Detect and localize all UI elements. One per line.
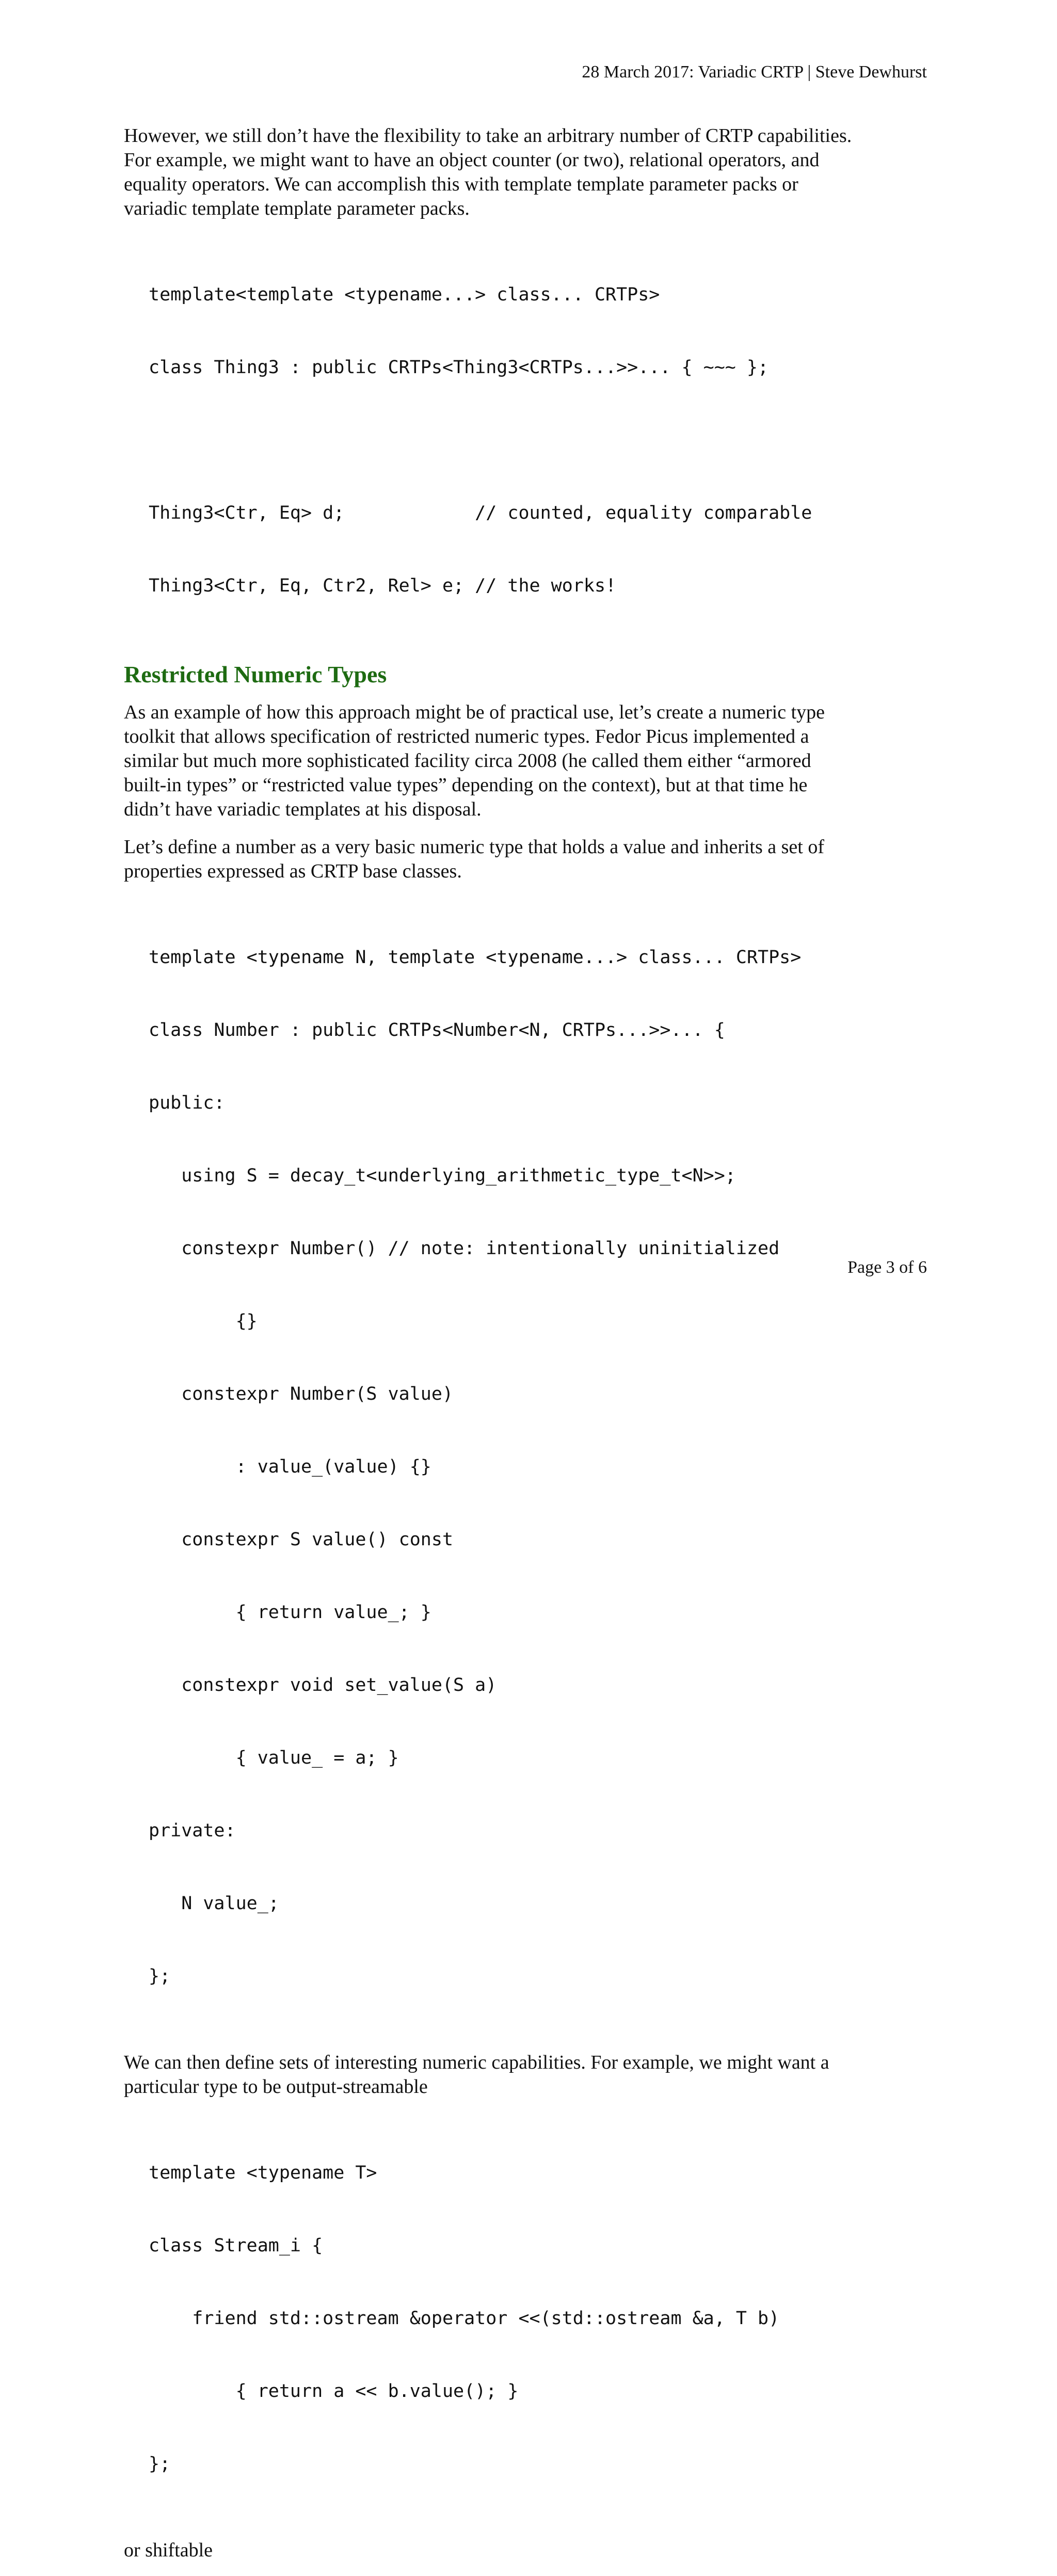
text-line: As an example of how this approach might be of practical use, let’s create a numeric type — [124, 701, 825, 723]
text-line: or shiftable — [124, 2539, 213, 2561]
running-header: 28 March 2017: Variadic CRTP | Steve Dewhurst — [582, 62, 927, 82]
paragraph-numeric-toolkit — [124, 700, 934, 822]
page-content — [124, 124, 934, 2576]
code-line: template <typename N, template <typename...> class... CRTPs> — [149, 947, 802, 968]
code-line: { return value_; } — [149, 1602, 431, 1623]
text-line: similar but much more sophisticated facility circa 2008 (he called them either “armored — [124, 750, 811, 772]
text-line: Let’s define a number as a very basic numeric type that holds a value and inherits a set of — [124, 836, 824, 858]
code-line: { value_ = a; } — [149, 1748, 399, 1768]
code-line: class Number : public CRTPs<Number<N, CRTPs...>>... { — [149, 1020, 725, 1041]
code-line: Thing3<Ctr, Eq, Ctr2, Rel> e; // the works! — [149, 575, 617, 596]
code-line: {} — [149, 1311, 258, 1332]
code-line: class Thing3 : public CRTPs<Thing3<CRTPs...>>... { ~~~ }; — [149, 357, 769, 378]
code-line — [149, 428, 934, 453]
code-line: public: — [149, 1093, 225, 1113]
code-line: }; — [149, 2454, 171, 2474]
code-block-number — [149, 897, 934, 2037]
code-line: constexpr S value() const — [149, 1529, 454, 1550]
code-line: using S = decay_t<underlying_arithmetic_type_t<N>>; — [149, 1165, 736, 1186]
paragraph-shiftable — [124, 2538, 934, 2563]
paragraph-number-definition — [124, 835, 934, 884]
code-line: template<template <typename...> class... CRTPs> — [149, 284, 660, 305]
code-line: constexpr Number(S value) — [149, 1384, 454, 1404]
page-number-footer: Page 3 of 6 — [847, 1258, 927, 1277]
code-line: friend std::ostream &operator <<(std::ostream &a, T b) — [149, 2308, 780, 2329]
code-line: }; — [149, 1966, 171, 1987]
paragraph-crtp-flexibility — [124, 124, 934, 221]
section-heading: Restricted Numeric Types — [124, 661, 387, 687]
text-line: properties expressed as CRTP base classes. — [124, 860, 462, 882]
code-line: constexpr void set_value(S a) — [149, 1675, 497, 1695]
code-line: { return a << b.value(); } — [149, 2381, 519, 2402]
text-line: equality operators. We can accomplish this with template template parameter packs or — [124, 173, 798, 195]
text-line: For example, we might want to have an object counter (or two), relational operators, and — [124, 149, 820, 171]
code-line: template <typename T> — [149, 2163, 377, 2183]
text-line: didn’t have variadic templates at his disposal. — [124, 798, 482, 820]
text-line: variadic template template parameter packs. — [124, 198, 470, 219]
text-line: particular type to be output-streamable — [124, 2076, 428, 2098]
code-line: private: — [149, 1820, 236, 1841]
code-block-thing3 — [149, 234, 934, 647]
code-line: : value_(value) {} — [149, 1457, 431, 1477]
text-line: built-in types” or “restricted value types” depending on the context), but at that time he — [124, 774, 808, 796]
paragraph-numeric-capabilities — [124, 2051, 934, 2099]
code-line: Thing3<Ctr, Eq> d; // counted, equality comparable — [149, 503, 812, 523]
code-line: constexpr Number() // note: intentionally uninitialized — [149, 1238, 780, 1259]
code-line: class Stream_i { — [149, 2235, 323, 2256]
text-line: We can then define sets of interesting numeric capabilities. For example, we might want a — [124, 2052, 829, 2073]
text-line: toolkit that allows specification of restricted numeric types. Fedor Picus implemented a — [124, 726, 809, 747]
code-block-stream — [149, 2113, 934, 2525]
text-line: However, we still don’t have the flexibility to take an arbitrary number of CRTP capabilities. — [124, 125, 852, 147]
code-line: N value_; — [149, 1893, 279, 1914]
